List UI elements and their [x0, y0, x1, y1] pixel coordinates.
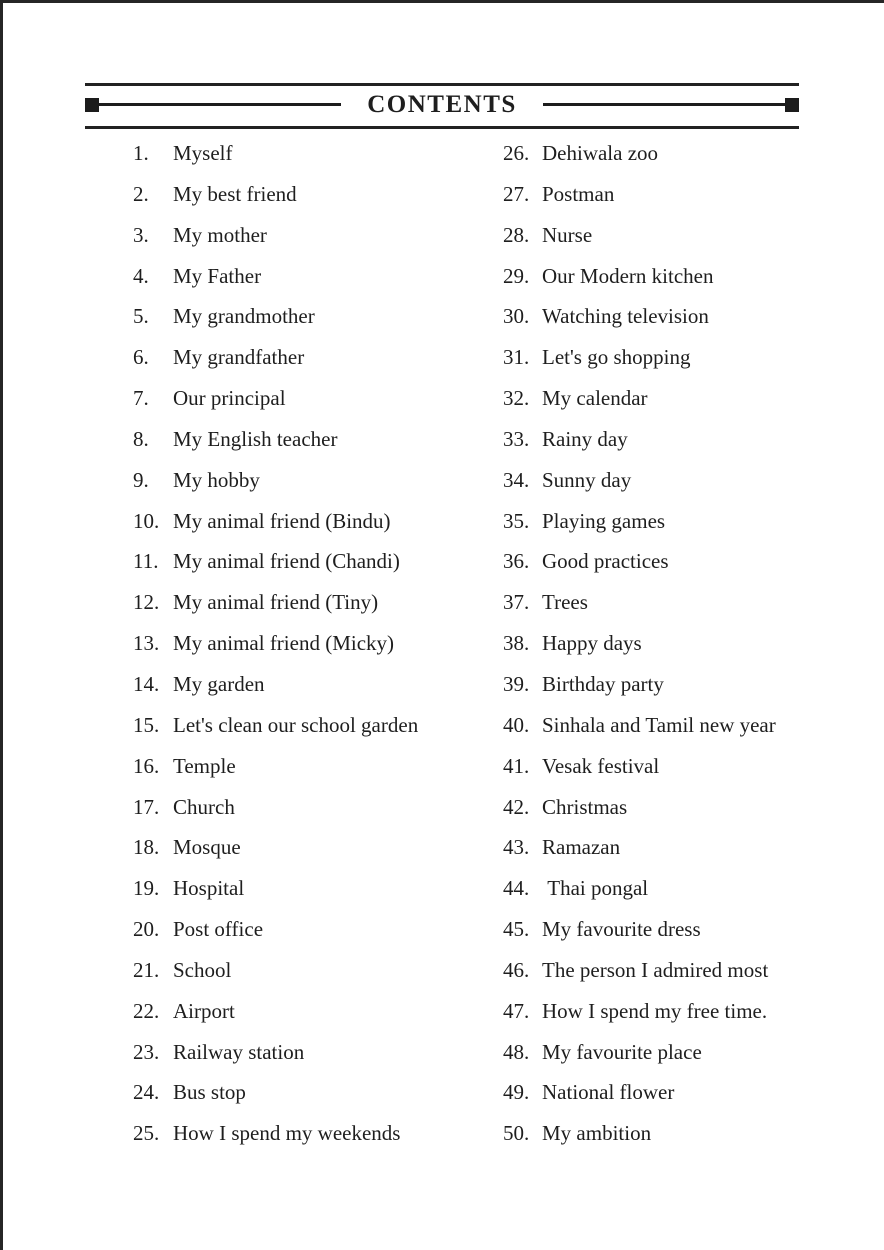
toc-entry [503, 1121, 873, 1162]
toc-entry-number: 16. [133, 753, 160, 778]
toc-entry-title: Ramazan [542, 835, 621, 860]
toc-entry-number: 4. [133, 263, 149, 288]
toc-entry [133, 223, 498, 264]
toc-entry-number: 49. [503, 1080, 530, 1105]
toc-entry [133, 713, 498, 754]
page-title: CONTENTS [367, 91, 517, 118]
toc-entry-title: My animal friend (Tiny) [173, 590, 379, 615]
toc-entry [133, 917, 498, 958]
toc-entry-number: 24. [133, 1080, 160, 1105]
toc-entry-title: Sunny day [542, 467, 632, 492]
toc-entry-title: My favourite place [542, 1039, 702, 1064]
toc-entry-number: 34. [503, 467, 530, 492]
header-top-rule [85, 83, 799, 86]
toc-entry-title: Sinhala and Tamil new year [542, 712, 776, 737]
toc-entry-number: 40. [503, 712, 530, 737]
toc-entry-number: 6. [133, 345, 149, 370]
toc-entry [503, 1080, 873, 1121]
toc-entry-number: 45. [503, 917, 530, 942]
toc-entry [503, 1040, 873, 1081]
toc-entry-title: Rainy day [542, 426, 628, 451]
toc-entry-number: 13. [133, 631, 160, 656]
toc-entry [133, 590, 498, 631]
toc-entry-number: 41. [503, 753, 530, 778]
toc-entry-title: My ambition [542, 1121, 652, 1146]
toc-entry [503, 427, 873, 468]
toc-entry-title: School [173, 957, 232, 982]
toc-entry [503, 264, 873, 305]
toc-entry-number: 43. [503, 835, 530, 860]
toc-entry-title: Playing games [542, 508, 666, 533]
toc-entry [133, 672, 498, 713]
toc-entry [133, 1121, 498, 1162]
toc-entry [133, 141, 498, 182]
toc-entry [133, 1040, 498, 1081]
toc-entry-number: 50. [503, 1121, 530, 1146]
toc-entry [133, 631, 498, 672]
contents-header [85, 83, 799, 130]
toc-entry [503, 754, 873, 795]
toc-entry-title: Let's clean our school garden [173, 712, 419, 737]
toc-entry-number: 5. [133, 304, 149, 329]
toc-entry [133, 509, 498, 550]
toc-entry-number: 35. [503, 508, 530, 533]
toc-entry-number: 36. [503, 549, 530, 574]
toc-entry-number: 19. [133, 876, 160, 901]
toc-entry-title: The person I admired most [542, 957, 769, 982]
toc-entry [503, 182, 873, 223]
toc-entry-number: 38. [503, 631, 530, 656]
toc-entry-title: My grandmother [173, 304, 315, 329]
toc-entry-title: Our Modern kitchen [542, 263, 714, 288]
toc-entry [503, 141, 873, 182]
toc-entry-number: 1. [133, 141, 149, 165]
toc-entry-number: 15. [133, 712, 160, 737]
toc-entry-title: My favourite dress [542, 917, 701, 942]
toc-entry [503, 386, 873, 427]
toc-entry-title: How I spend my free time. [542, 998, 768, 1023]
toc-entry [133, 1080, 498, 1121]
toc-entry-title: My English teacher [173, 426, 338, 451]
toc-entry-title: My best friend [173, 181, 297, 206]
toc-column-right [503, 141, 873, 1162]
toc-entry-number: 20. [133, 917, 160, 942]
toc-entry-title: My animal friend (Chandi) [173, 549, 400, 574]
toc-entry [503, 345, 873, 386]
toc-entry [133, 795, 498, 836]
toc-entry [133, 754, 498, 795]
toc-entry-title: Thai pongal [542, 876, 649, 901]
toc-entry-title: My hobby [173, 467, 260, 492]
toc-entry [503, 958, 873, 999]
toc-entry-number: 33. [503, 426, 530, 451]
toc-entry-number: 7. [133, 386, 149, 411]
toc-entry-title: My garden [173, 671, 265, 696]
toc-column-left [133, 141, 498, 1162]
toc-entry-title: National flower [542, 1080, 675, 1105]
toc-entry [503, 509, 873, 550]
toc-entry-title: Christmas [542, 794, 628, 819]
toc-entry [503, 917, 873, 958]
toc-entry-number: 8. [133, 426, 149, 451]
toc-entry-number: 14. [133, 671, 160, 696]
toc-entry-number: 18. [133, 835, 160, 860]
toc-entry-number: 44. [503, 876, 530, 901]
toc-entry-title: Mosque [173, 835, 241, 860]
toc-entry-number: 39. [503, 671, 530, 696]
toc-entry-title: Trees [542, 590, 588, 615]
toc-entry-title: My animal friend (Micky) [173, 631, 395, 656]
header-title-row [85, 91, 799, 118]
toc-entry-title: How I spend my weekends [173, 1121, 401, 1146]
toc-entry-title: Postman [542, 181, 615, 206]
toc-entry-number: 10. [133, 508, 160, 533]
toc-entry-number: 21. [133, 957, 160, 982]
toc-entry-title: Myself [173, 141, 233, 165]
toc-entry [133, 549, 498, 590]
toc-entry-title: Post office [173, 917, 264, 942]
toc-entry-number: 42. [503, 794, 530, 819]
header-bottom-rule [85, 126, 799, 129]
toc-entry-title: My Father [173, 263, 262, 288]
toc-entry [503, 590, 873, 631]
toc-entry-number: 3. [133, 222, 149, 247]
toc-entry-number: 11. [133, 549, 159, 574]
toc-entry-number: 28. [503, 222, 530, 247]
toc-entry-number: 46. [503, 957, 530, 982]
toc-entry-number: 30. [503, 304, 530, 329]
toc-entry [503, 468, 873, 509]
toc-entry-title: Vesak festival [542, 753, 660, 778]
right-square-ornament-icon [785, 98, 799, 112]
toc-entry [133, 999, 498, 1040]
toc-entry-title: My grandfather [173, 345, 305, 370]
toc-entry [503, 795, 873, 836]
toc-entry [503, 876, 873, 917]
toc-entry [503, 631, 873, 672]
toc-entry-title: Our principal [173, 386, 286, 411]
toc-entry-number: 12. [133, 590, 160, 615]
toc-entry-number: 9. [133, 467, 149, 492]
toc-entry-title: My mother [173, 222, 267, 247]
toc-entry-number: 29. [503, 263, 530, 288]
toc-entry-number: 22. [133, 998, 160, 1023]
toc-entry [503, 549, 873, 590]
toc-entry [133, 304, 498, 345]
toc-entry [133, 958, 498, 999]
toc-entry-title: Nurse [542, 222, 593, 247]
toc-entry [133, 386, 498, 427]
toc-entry-title: Watching television [542, 304, 709, 329]
toc-entry-number: 2. [133, 181, 149, 206]
toc-entry-number: 17. [133, 794, 160, 819]
toc-entry [133, 427, 498, 468]
toc-entry [133, 182, 498, 223]
toc-entry-title: Railway station [173, 1039, 305, 1064]
toc-entry-number: 25. [133, 1121, 160, 1146]
toc-entry [503, 713, 873, 754]
toc-entry-title: Airport [173, 998, 235, 1023]
toc-entry-title: Happy days [542, 631, 642, 656]
toc-entry [133, 876, 498, 917]
toc-entry-title: Dehiwala zoo [542, 141, 659, 165]
left-rule-ornament [99, 103, 341, 106]
toc-entry [133, 345, 498, 386]
toc-entry-title: My calendar [542, 386, 648, 411]
toc-entry-number: 26. [503, 141, 530, 165]
toc-entry [503, 672, 873, 713]
toc-entry-number: 27. [503, 181, 530, 206]
toc-entry [133, 835, 498, 876]
toc-entry-number: 47. [503, 998, 530, 1023]
toc-entry-title: Temple [173, 753, 236, 778]
toc-entry [503, 835, 873, 876]
toc-entry-number: 48. [503, 1039, 530, 1064]
toc-entry [133, 264, 498, 305]
toc-entry-number: 32. [503, 386, 530, 411]
toc-entry-title: Hospital [173, 876, 245, 901]
toc-entry-title: Birthday party [542, 671, 664, 696]
toc-entry-title: Let's go shopping [542, 345, 691, 370]
toc-entry-title: Bus stop [173, 1080, 246, 1105]
toc-entry [503, 304, 873, 345]
toc-entry-number: 31. [503, 345, 530, 370]
toc-entry [503, 223, 873, 264]
right-rule-ornament [543, 103, 785, 106]
toc-entry-title: Church [173, 794, 235, 819]
toc-entry-title: Good practices [542, 549, 669, 574]
toc-entry [503, 999, 873, 1040]
toc-entry-title: My animal friend (Bindu) [173, 508, 391, 533]
left-square-ornament-icon [85, 98, 99, 112]
toc-entry-number: 37. [503, 590, 530, 615]
toc-entry [133, 468, 498, 509]
toc-entry-number: 23. [133, 1039, 160, 1064]
